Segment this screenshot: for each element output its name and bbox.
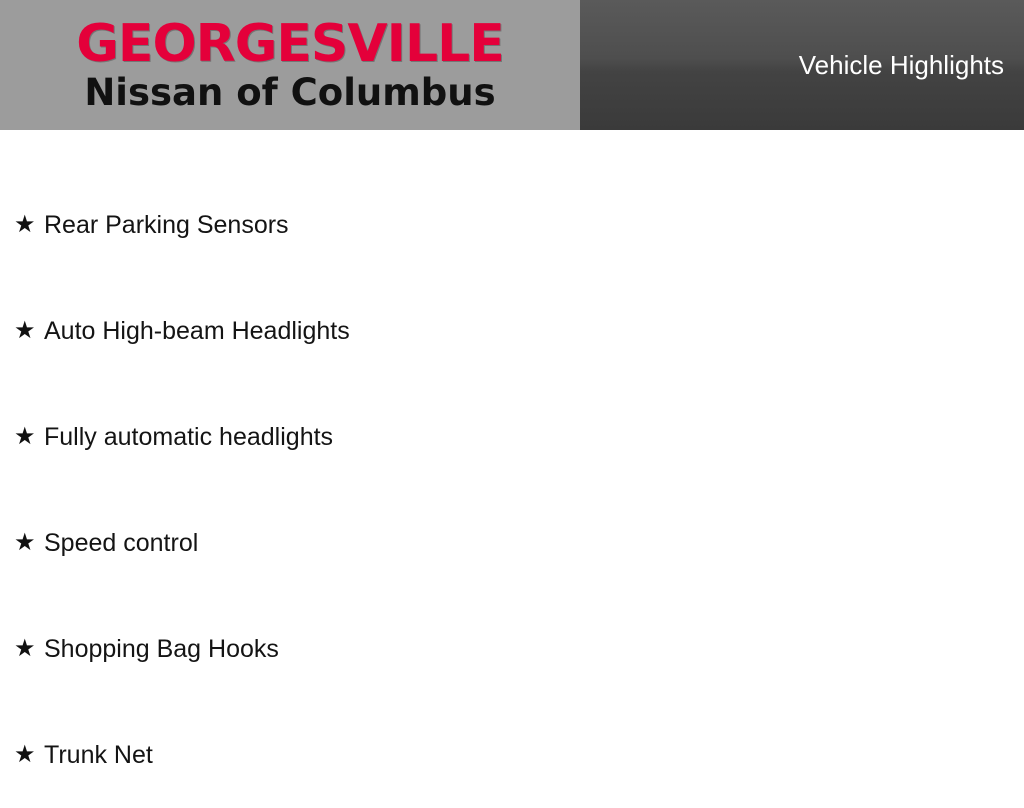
dealer-logo: [0, 0, 580, 130]
list-item: [0, 596, 1024, 702]
list-item: [0, 702, 1024, 808]
page-title: Vehicle Highlights: [798, 50, 1004, 80]
star-icon: ★: [14, 211, 36, 238]
dealer-name-secondary: Nissan of Columbus: [84, 70, 496, 114]
dealer-name-primary: GEORGESVILLE: [76, 13, 504, 74]
highlight-label: Fully automatic headlights: [44, 422, 334, 451]
highlight-label: Shopping Bag Hooks: [44, 634, 279, 663]
highlight-label: Speed control: [44, 528, 199, 557]
page-header: [0, 0, 1024, 130]
list-item: [0, 278, 1024, 384]
star-icon: ★: [14, 635, 36, 662]
star-icon: ★: [14, 529, 36, 556]
highlight-label: Trunk Net: [44, 740, 153, 769]
highlight-label: Auto High-beam Headlights: [44, 316, 350, 345]
star-icon: ★: [14, 317, 36, 344]
star-icon: ★: [14, 423, 36, 450]
list-item: [0, 490, 1024, 596]
list-item: [0, 172, 1024, 278]
star-icon: ★: [14, 741, 36, 768]
list-item: [0, 384, 1024, 490]
highlight-label: Rear Parking Sensors: [44, 210, 289, 239]
vehicle-highlights-list: [0, 130, 1024, 808]
